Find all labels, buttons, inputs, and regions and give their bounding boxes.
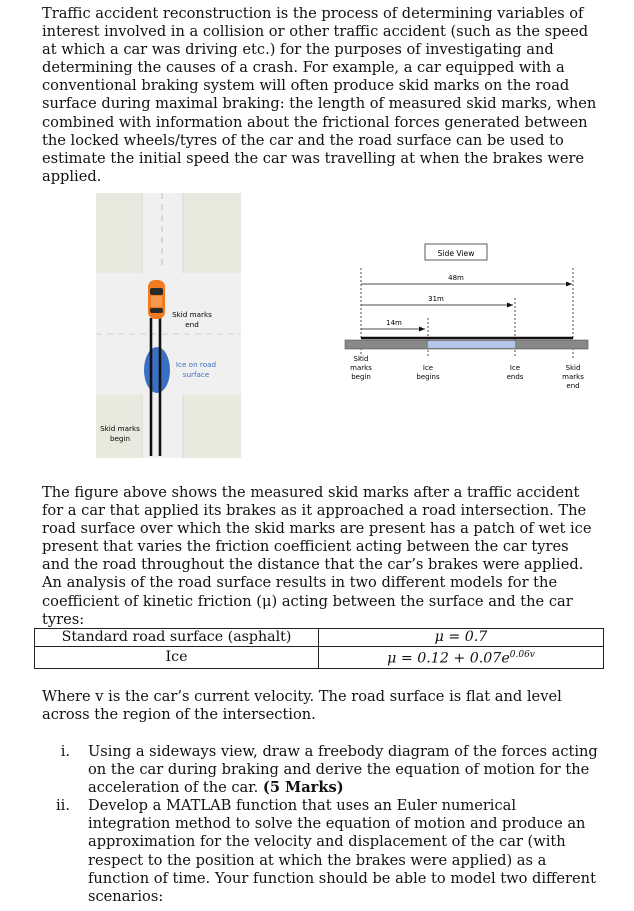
side-label-ice-ends-2: ends (506, 373, 524, 381)
description-paragraph: The figure above shows the measured skid marks after a traffic accident for a car that applied its brakes as it approached a road intersection. The road surface over which the skid marks are present has a patch of wet ice present that varies the friction coefficient acting between the car tyres and the road throughout the distance that the car’s brakes were applied. An analysis of the road surface results in two different models for the coefficient of kinetic friction (μ) acting between the surface and the car tyres: (42, 484, 592, 628)
table-cell-mu: μ = 0.7 (319, 629, 604, 647)
question-text: Using a sideways view, draw a freebody diagram of the forces acting on the car during braking and derive the equation of motion for the acceleration of the car. (88, 743, 598, 797)
question-number: ii. (56, 797, 70, 815)
label-ice-1: Ice on road (175, 360, 217, 369)
label-skid-marks-end-2: end (185, 320, 199, 329)
table-row (35, 647, 604, 669)
side-label-skid-end-2: marks (562, 373, 584, 381)
dim-14m: 14m (386, 319, 402, 327)
side-view-diagram (345, 244, 588, 390)
intro-paragraph: Traffic accident reconstruction is the process of determining variables of interest involved in a collision or other traffic accident (such as the speed at which a car was driving etc.) for the purposes of investigating and determining the causes of a crash. For example, a car equipped with a conventional braking system will often produce skid marks on the road surface during maximal braking: the length of measured skid marks, when combined with information about the frictional forces generated between the locked wheels/tyres of the car and the road surface can be used to estimate the initial speed the car was travelling at when the brakes were applied. (42, 5, 597, 185)
label-skid-marks-begin-2: begin (109, 434, 131, 443)
question-marks: (5 Marks) (262, 779, 344, 797)
label-skid-marks-begin-1: Skid marks (100, 424, 140, 433)
friction-table (34, 628, 604, 669)
dim-31m: 31m (428, 295, 444, 303)
table-row (35, 629, 604, 647)
side-label-skid-begin-2: marks (350, 364, 372, 372)
ice-patch (144, 347, 170, 393)
ice-formula: μ = 0.12 + 0.07e (387, 650, 510, 667)
top-view-diagram (96, 193, 241, 458)
side-label-ice-ends-1: Ice (509, 364, 521, 372)
side-label-skid-end-1: Skid (565, 364, 581, 372)
label-skid-marks-end-1: Skid marks (172, 310, 212, 319)
side-label-skid-begin-1: Skid (353, 355, 369, 363)
side-label-skid-end-3: end (566, 382, 580, 390)
dim-48m: 48m (448, 274, 464, 282)
side-label-skid-begin-3: begin (351, 373, 371, 381)
grass-corner (183, 395, 241, 458)
table-cell-mu (319, 647, 604, 669)
table-cell-surface: Standard road surface (asphalt) (35, 629, 319, 647)
table-cell-surface: Ice (35, 647, 319, 669)
side-label-ice-begins-1: Ice (422, 364, 434, 372)
grass-corner (183, 193, 241, 273)
ice-strip (428, 341, 515, 348)
question-text: Develop a MATLAB function that uses an Euler numerical integration method to solve the equation of motion and produce an approximation for the velocity and displacement of the car (with respect to the position at which the brakes were applied) as a function of time. Your function should be able to model two different scenarios: (88, 797, 596, 905)
side-view-title: Side View (437, 249, 475, 258)
question-item (42, 743, 602, 797)
car (148, 280, 165, 319)
label-ice-2: surface (182, 370, 210, 379)
grass-corner (96, 193, 142, 273)
side-label-ice-begins-2: begins (416, 373, 440, 381)
question-item (42, 797, 602, 906)
question-number: i. (60, 743, 70, 760)
note-paragraph: Where v is the car’s current velocity. The road surface is flat and level across the region of the intersection. (42, 688, 562, 724)
ice-formula-exponent: 0.06v (509, 650, 535, 660)
question-list (42, 743, 602, 906)
